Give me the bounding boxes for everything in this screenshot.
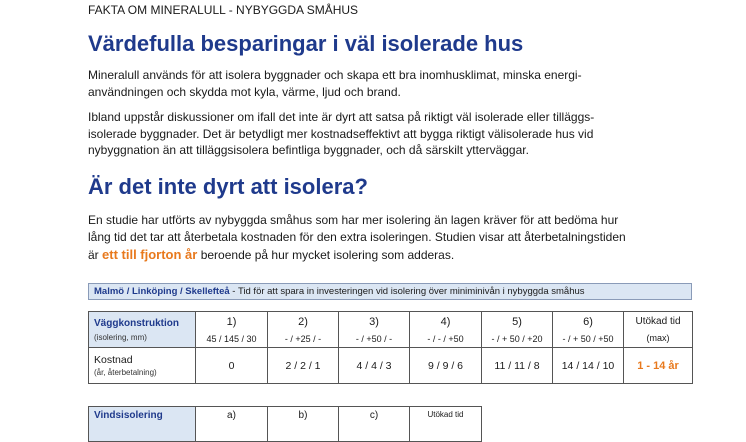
column-4-header: 4) - / - / +50 bbox=[410, 312, 482, 348]
paragraph-3-pre: är bbox=[88, 248, 99, 262]
wall-construction-label: Väggkonstruktion bbox=[94, 317, 180, 329]
cost-label: Kostnad bbox=[94, 354, 133, 366]
attic-column-c: c) bbox=[339, 407, 410, 442]
attic-table bbox=[88, 406, 482, 442]
payback-highlight: ett till fjorton år bbox=[102, 247, 198, 262]
extended-time-value: 1 - 14 år bbox=[624, 348, 693, 384]
paragraph-2-line-2: isolerade byggnader. Det är betydligt mer kostnadseffektivt att bygga riktigt välisolerade hus vid bbox=[88, 126, 594, 141]
column-3-header: 3) - / +50 / - bbox=[339, 312, 410, 348]
paragraph-3-line-2: lång tid det tar att återbetala kostnaden för den extra isoleringen. Studien visar att återbetalningstiden bbox=[88, 230, 626, 244]
paragraph-3-line-3 bbox=[88, 246, 648, 264]
cost-cell: 2 / 2 / 1 bbox=[268, 348, 339, 384]
table-row bbox=[89, 312, 693, 348]
attic-label: Vindsisolering bbox=[94, 410, 163, 421]
paragraph-2 bbox=[88, 109, 648, 159]
document-header: FAKTA OM MINERALULL - NYBYGGDA SMÅHUS bbox=[88, 3, 359, 17]
cost-cell: 11 / 11 / 8 bbox=[482, 348, 553, 384]
cost-cell: 4 / 4 / 3 bbox=[339, 348, 410, 384]
column-6-header: 6) - / + 50 / +50 bbox=[553, 312, 624, 348]
wall-construction-label-cell bbox=[89, 312, 196, 348]
paragraph-2-line-1: Ibland uppstår diskussioner om ifall det inte är dyrt att satsa på riktigt väl isolerade eller tilläggs- bbox=[88, 110, 595, 124]
table-row bbox=[89, 348, 693, 384]
paragraph-1 bbox=[88, 67, 648, 100]
cost-cell: 14 / 14 / 10 bbox=[553, 348, 624, 384]
paragraph-2-line-3: nybyggnation än att tilläggsisolera befintliga byggnader, och då särskilt ytterväggar. bbox=[88, 143, 529, 157]
paragraph-1-line-1: Mineralull används för att isolera byggnader och skapa ett bra inomhusklimat, minska energi- bbox=[88, 68, 582, 82]
cost-cell: 0 bbox=[196, 348, 268, 384]
cost-label-cell bbox=[89, 348, 196, 384]
section-title: Är det inte dyrt att isolera? bbox=[88, 174, 368, 199]
table-row bbox=[89, 407, 482, 442]
attic-extended-time: Utökad tid bbox=[410, 407, 482, 442]
paragraph-1-line-2: användningen och skydda mot kyla, värme, ljud och brand. bbox=[88, 84, 401, 99]
column-2-header: 2) - / +25 / - bbox=[268, 312, 339, 348]
attic-label-cell bbox=[89, 407, 196, 442]
page-title: Värdefulla besparingar i väl isolerade hus bbox=[88, 31, 524, 56]
column-5-header: 5) - / + 50 / +20 bbox=[482, 312, 553, 348]
attic-column-b: b) bbox=[268, 407, 339, 442]
cost-cell: 9 / 9 / 6 bbox=[410, 348, 482, 384]
payback-table bbox=[88, 311, 693, 384]
extended-time-header: Utökad tid (max) bbox=[624, 312, 693, 348]
paragraph-3-line-1: En studie har utförts av nybyggda småhus som har mer isolering än lagen kräver för att bedöma hur bbox=[88, 213, 619, 227]
cost-sublabel: (år, återbetalning) bbox=[94, 368, 157, 377]
attic-column-a: a) bbox=[196, 407, 268, 442]
paragraph-3 bbox=[88, 212, 648, 264]
paragraph-3-post: beroende på hur mycket isolering som adderas. bbox=[200, 248, 455, 262]
wall-construction-sublabel: (isolering, mm) bbox=[94, 332, 147, 342]
column-1-header: 1) 45 / 145 / 30 bbox=[196, 312, 268, 348]
table-caption bbox=[88, 283, 692, 300]
caption-text: - Tid för att spara in investeringen vid isolering över miniminivån i nybyggda småhus bbox=[229, 286, 585, 297]
caption-location: Malmö / Linköping / Skellefteå bbox=[94, 286, 230, 297]
